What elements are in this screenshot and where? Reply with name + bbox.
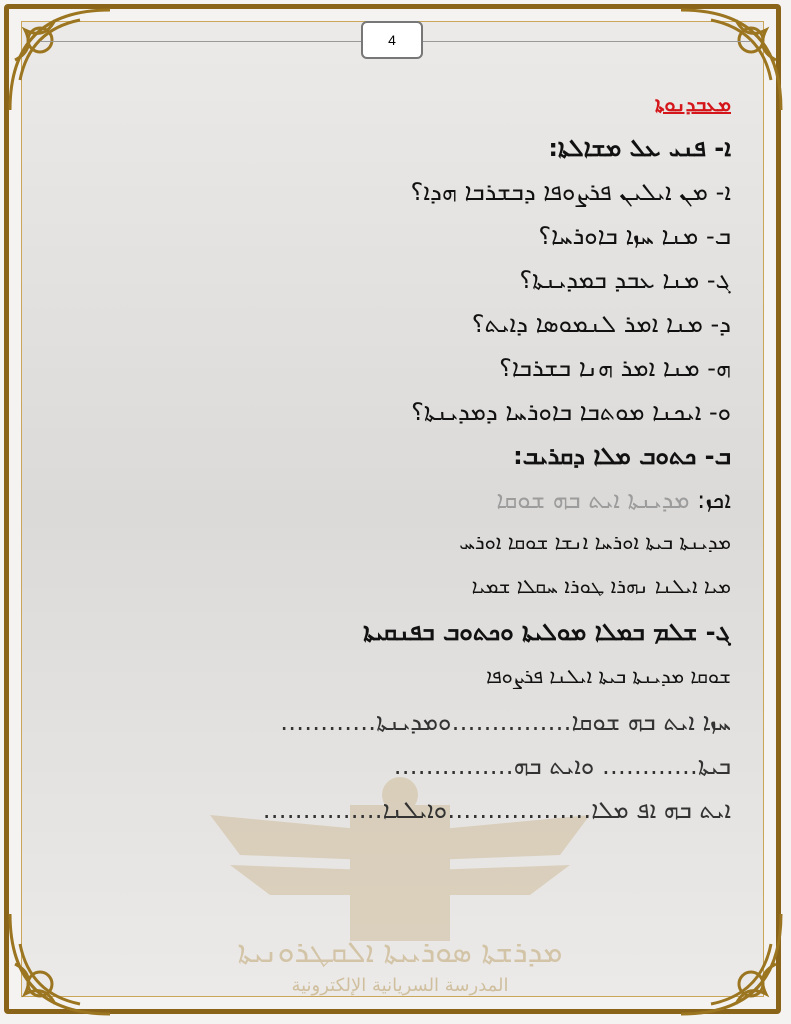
example-text: ܡܕܝܢܬܐ ܐܝܬ ܒܗ ܫܘܩܐ [496,486,690,514]
section-heading: ܡܥܒܕܢܘܬܐ [654,92,731,116]
corner-ornament-icon [0,904,120,1024]
fill-blank-3: ܐܝܬ ܒܗ ܐܦ ܡܠܐ………………ܘܐܝܠܢܐ…………… [262,796,731,824]
corner-ornament-icon [0,0,120,120]
watermark-arabic-text: المدرسة السريانية الإلكترونية [291,975,509,996]
question-4: ܕ- ܡܢܐ ܐܡܪ ܠܢܡܘܣܐ ܕܐܝܬ؟ [471,310,731,338]
section-2-title: ܒ- ܟܬܘܒ ܡܠܐ ܕܩܪܝܒ: [513,442,731,470]
question-2: ܒ- ܡܢܐ ܚܙܐ ܒܐܘܪܚܐ؟ [538,222,731,250]
fill-blank-2: ܒܝܬܐ………… ܘܐܝܬ ܒܗ…………… [393,752,731,780]
example-label: ܐܟܙ: [697,486,731,514]
word-bank: ܫܘܩܐ ܡܕܝܢܬܐ ܒܝܬܐ ܐܝܠܢܐ ܦܪܨܘܦܐ [486,664,731,688]
watermark-syriac-text: ܡܕܪܫܬܐ ܣܘܪܝܝܬܐ ܐܠܩܛܪܘܢܝܬܐ [237,935,563,970]
page-number: 4 [361,21,423,59]
corner-ornament-icon [671,904,791,1024]
question-6: ܘ- ܐܝܟܢܐ ܡܘܬܒܐ ܒܐܘܪܚܐ ܕܡܕܝܢܬܐ؟ [411,398,731,426]
question-5: ܗ- ܡܢܐ ܐܡܪ ܗܢܐ ܒܫܪܒܐ؟ [499,354,731,382]
fill-blank-1: ܚܙܐ ܐܝܬ ܒܗ ܫܘܩܐ……………ܘܡܕܝܢܬܐ………… [280,708,731,736]
question-1: ܐ- ܡܢ ܐܝܠܝܢ ܦܪܨܘܦܐ ܕܒܫܪܒܐ ܗܕܐ؟ [410,178,731,206]
section-1-title: ܐ- ܦܢܝ ܥܠ ܡܫܐܠܬܐ: [548,134,731,162]
answer-line-a: ܡܕܝܢܬܐ ܒܝܬܐ ܐܘܪܚܐ ܐܢܫܐ ܫܘܩܐ ܐܘܪܚ [459,530,731,554]
question-3: ܓ- ܡܢܐ ܥܒܕ ܒܡܕܝܢܬܐ؟ [519,266,731,294]
section-3-title: ܓ- ܫܠܡ ܒܡܠܐ ܡܘܠܝܬܐ ܘܟܬܘܒ ܒܦܢܩܝܬܐ [363,618,731,646]
example-row [496,486,731,514]
answer-line-b: ܡܝܐ ܐܝܠܢܐ ܢܗܪܐ ܛܘܪܐ ܚܩܠܐ ܫܡܝܐ [471,574,731,598]
